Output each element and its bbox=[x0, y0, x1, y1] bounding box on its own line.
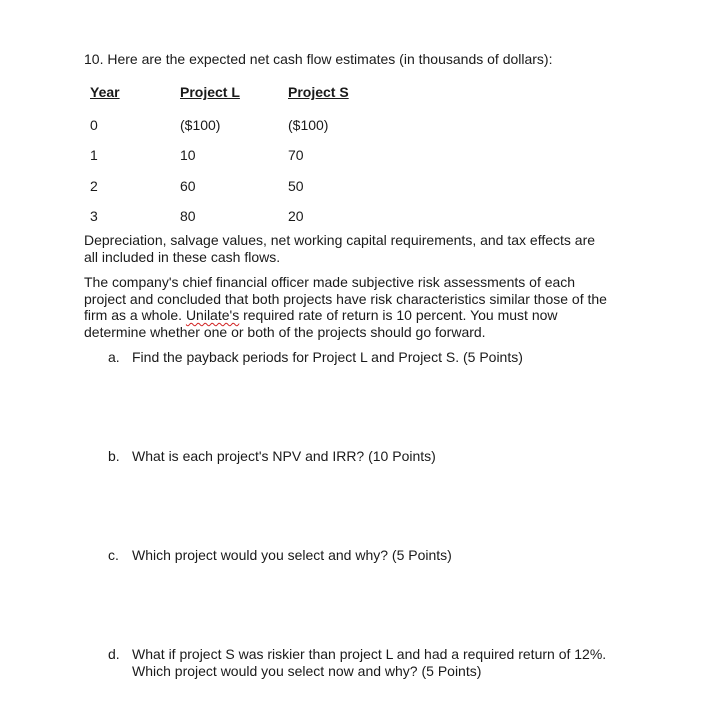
subquestion-text: Which project would you select and why? (5 Points) bbox=[132, 547, 452, 563]
question-intro: Here are the expected net cash flow estimates (in thousands of dollars): bbox=[107, 51, 553, 67]
subquestion-letter: a. bbox=[108, 349, 120, 365]
question-number: 10. bbox=[84, 51, 104, 67]
cell-project-l: 60 bbox=[180, 178, 196, 194]
cell-year: 2 bbox=[90, 178, 98, 194]
col-header-year: Year bbox=[90, 84, 120, 100]
text-line: all included in these cash flows. bbox=[84, 248, 281, 265]
cell-project-s: 50 bbox=[288, 178, 304, 194]
subquestion-letter: b. bbox=[108, 448, 120, 464]
col-header-project-l: Project L bbox=[180, 84, 240, 100]
cell-project-l: 10 bbox=[180, 147, 196, 163]
text-line bbox=[84, 307, 644, 324]
text-segment: firm as a whole. bbox=[84, 307, 186, 323]
text-line: Depreciation, salvage values, net working capital requirements, and tax effects are bbox=[84, 232, 596, 248]
cell-year: 3 bbox=[90, 208, 98, 224]
cell-project-l: 80 bbox=[180, 208, 196, 224]
subquestion-letter: d. bbox=[108, 646, 120, 662]
cell-project-s: 70 bbox=[288, 147, 304, 163]
spellcheck-flagged-word[interactable]: Unilate's bbox=[185, 307, 240, 323]
cell-year: 0 bbox=[90, 117, 98, 133]
subquestion-letter: c. bbox=[108, 547, 119, 563]
paragraph-risk-assessment bbox=[84, 274, 644, 340]
subquestion-text: What if project S was riskier than project L and had a required return of 12%. bbox=[132, 646, 607, 662]
text-line: project and concluded that both projects have risk characteristics similar those of the bbox=[84, 290, 607, 307]
text-segment: required rate of return is 10 percent. You must now bbox=[239, 307, 558, 323]
cell-project-s: 20 bbox=[288, 208, 304, 224]
paragraph-cash-flow-note bbox=[84, 232, 644, 265]
subquestion-text-continued: Which project would you select now and why? (5 Points) bbox=[132, 663, 482, 679]
text-line: The company's chief financial officer made subjective risk assessments of each bbox=[84, 274, 576, 290]
subquestion-text: What is each project's NPV and IRR? (10 Points) bbox=[132, 448, 436, 464]
cell-project-l: ($100) bbox=[180, 117, 221, 133]
subquestion-text: Find the payback periods for Project L and Project S. (5 Points) bbox=[132, 349, 523, 365]
col-header-project-s: Project S bbox=[288, 84, 349, 100]
question-header bbox=[84, 51, 552, 68]
cell-project-s: ($100) bbox=[288, 117, 329, 133]
cell-year: 1 bbox=[90, 147, 98, 163]
text-line: determine whether one or both of the projects should go forward. bbox=[84, 323, 486, 340]
